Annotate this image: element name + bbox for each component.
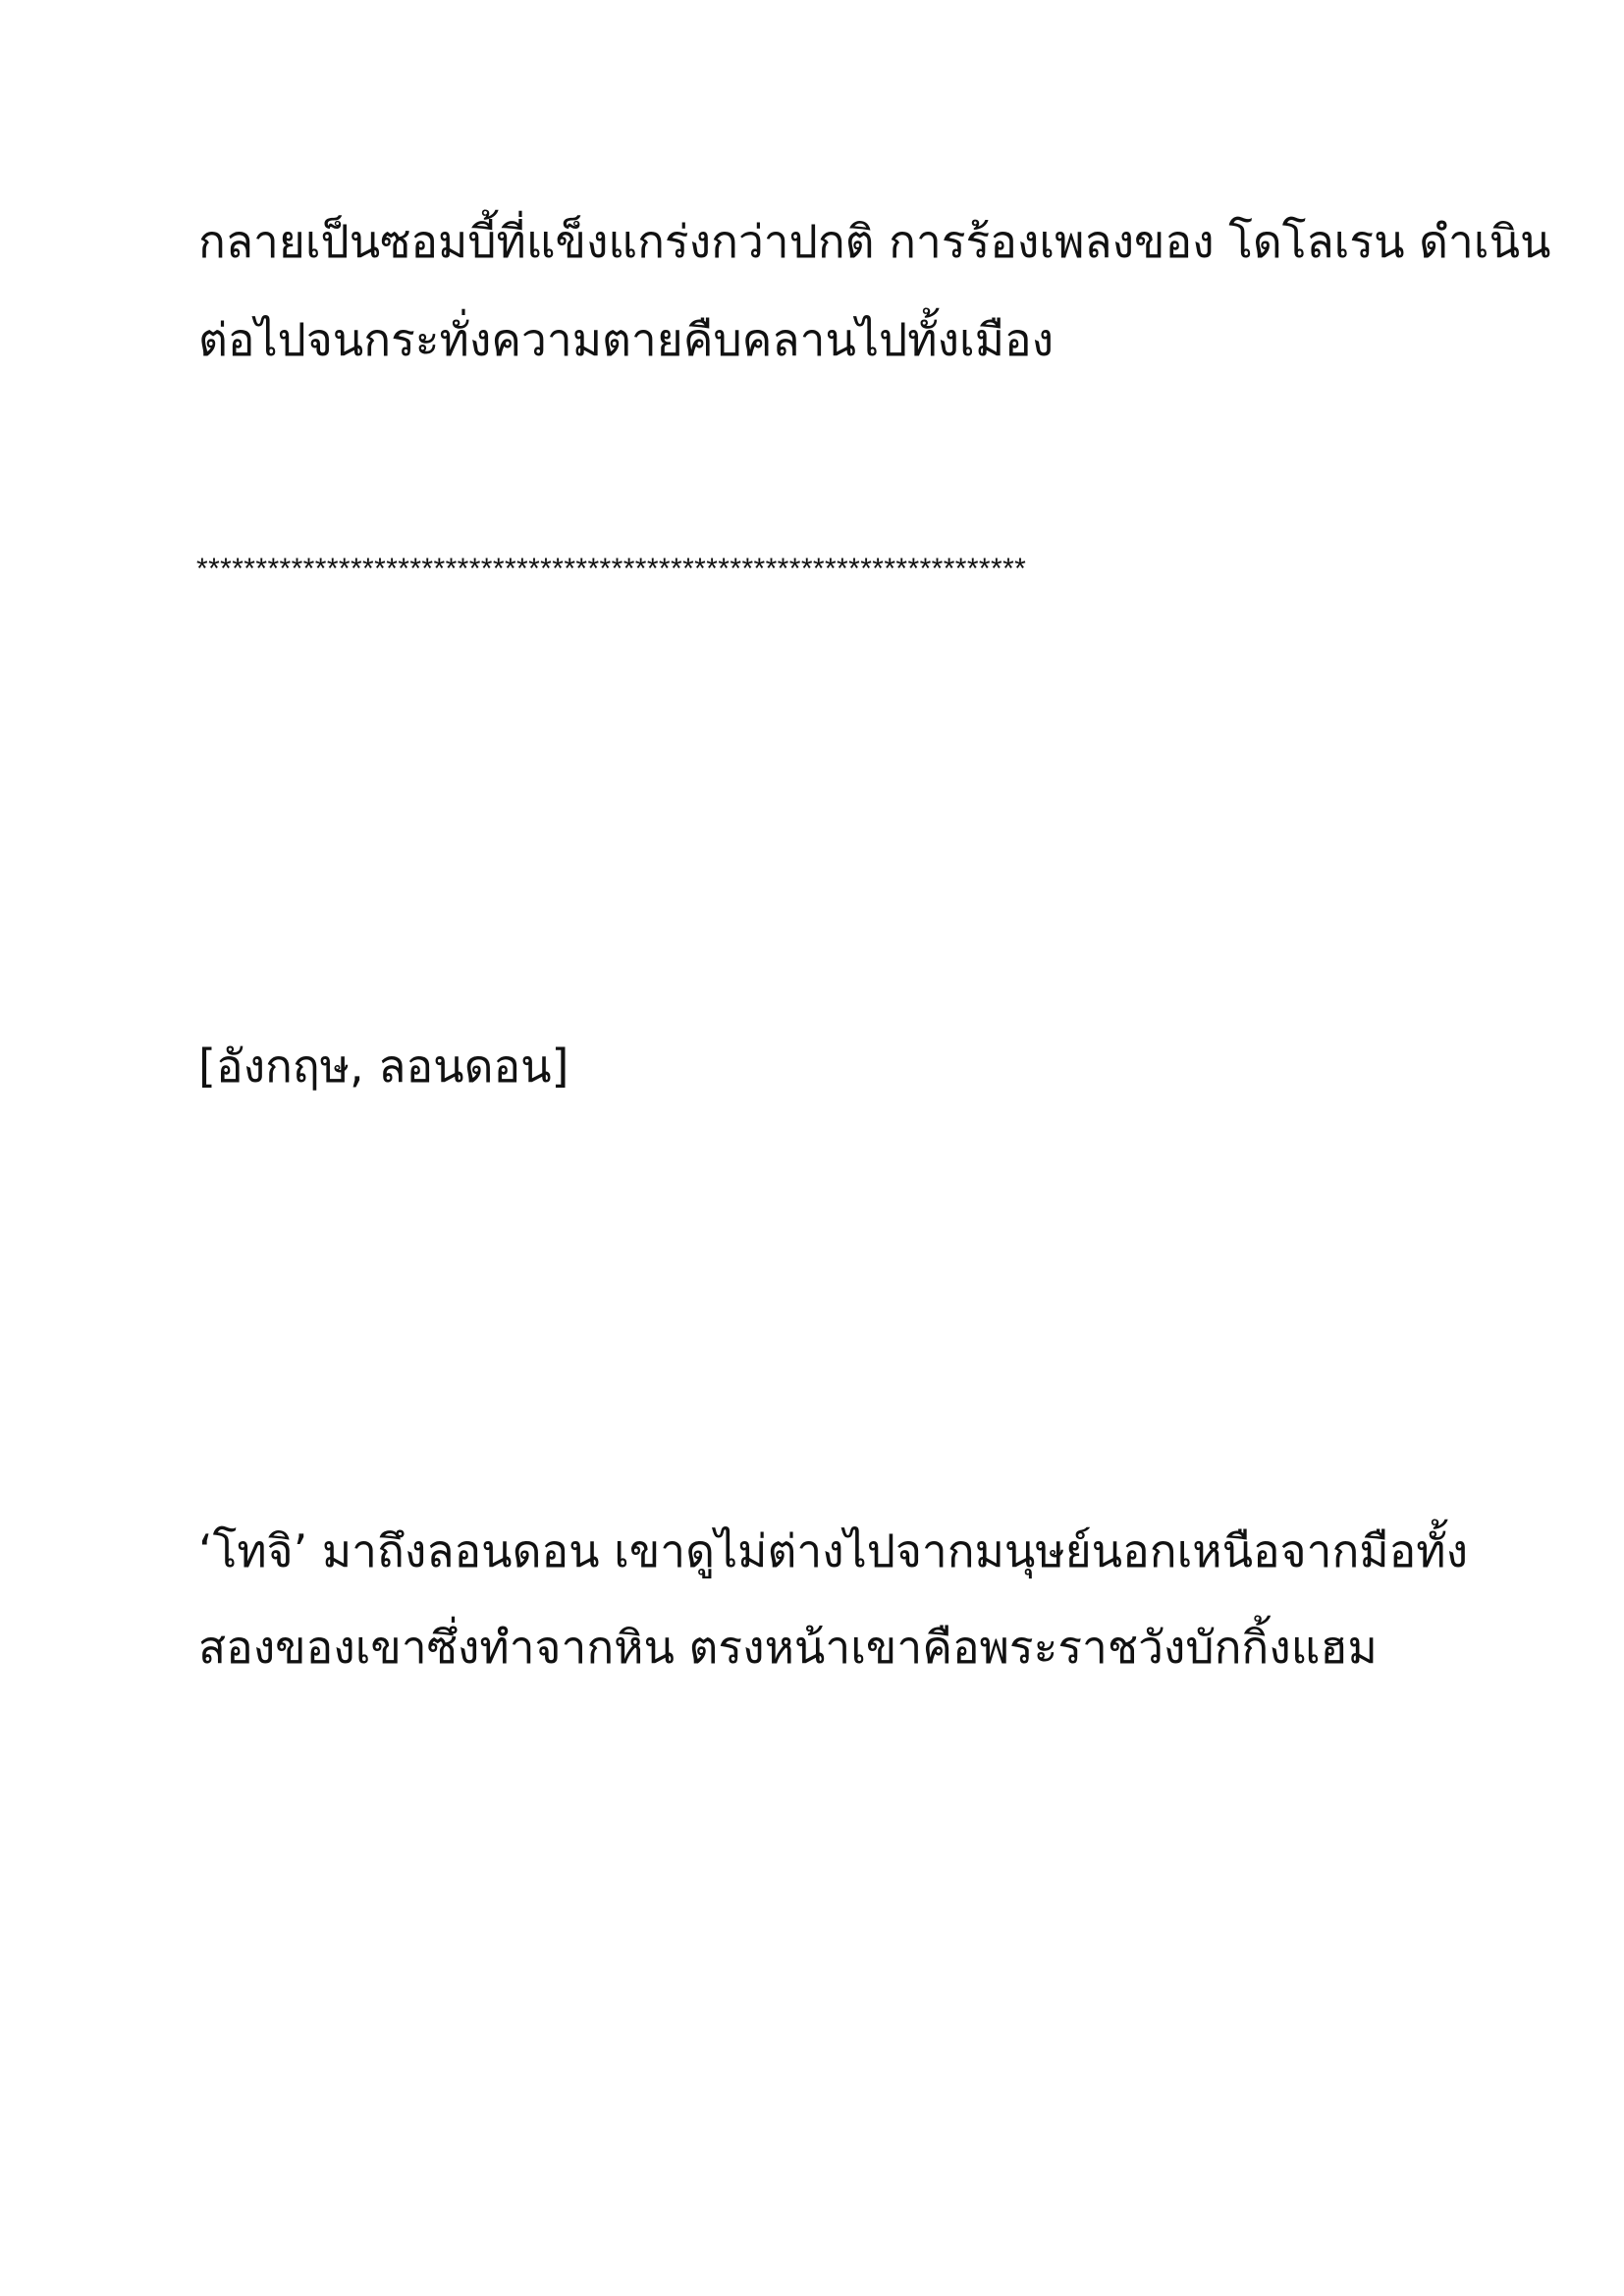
paragraph-2-line-2: สองของเขาซึ่งทำจากหิน ตรงหน้าเขาคือพระราชวังบักกิ้งแฮม bbox=[198, 1621, 1378, 1674]
paragraph-1-line-2: ต่อไปจนกระทั่งความตายคืบคลานไปทั้งเมือง bbox=[198, 313, 1055, 366]
paragraph-1-line-1: กลายเป็นซอมบี้ที่แข็งแกร่งกว่าปกติ การร้องเพลงของ โดโลเรน ดำเนิน bbox=[198, 215, 1551, 268]
section-separator: ********************************************************************** bbox=[196, 553, 1027, 585]
paragraph-2-line-1: ‘โทจิ’ มาถึงลอนดอน เขาดูไม่ต่างไปจากมนุษย์นอกเหนือจากมือทั้ง bbox=[198, 1524, 1469, 1577]
location-heading: [อังกฤษ, ลอนดอน] bbox=[198, 1040, 569, 1093]
